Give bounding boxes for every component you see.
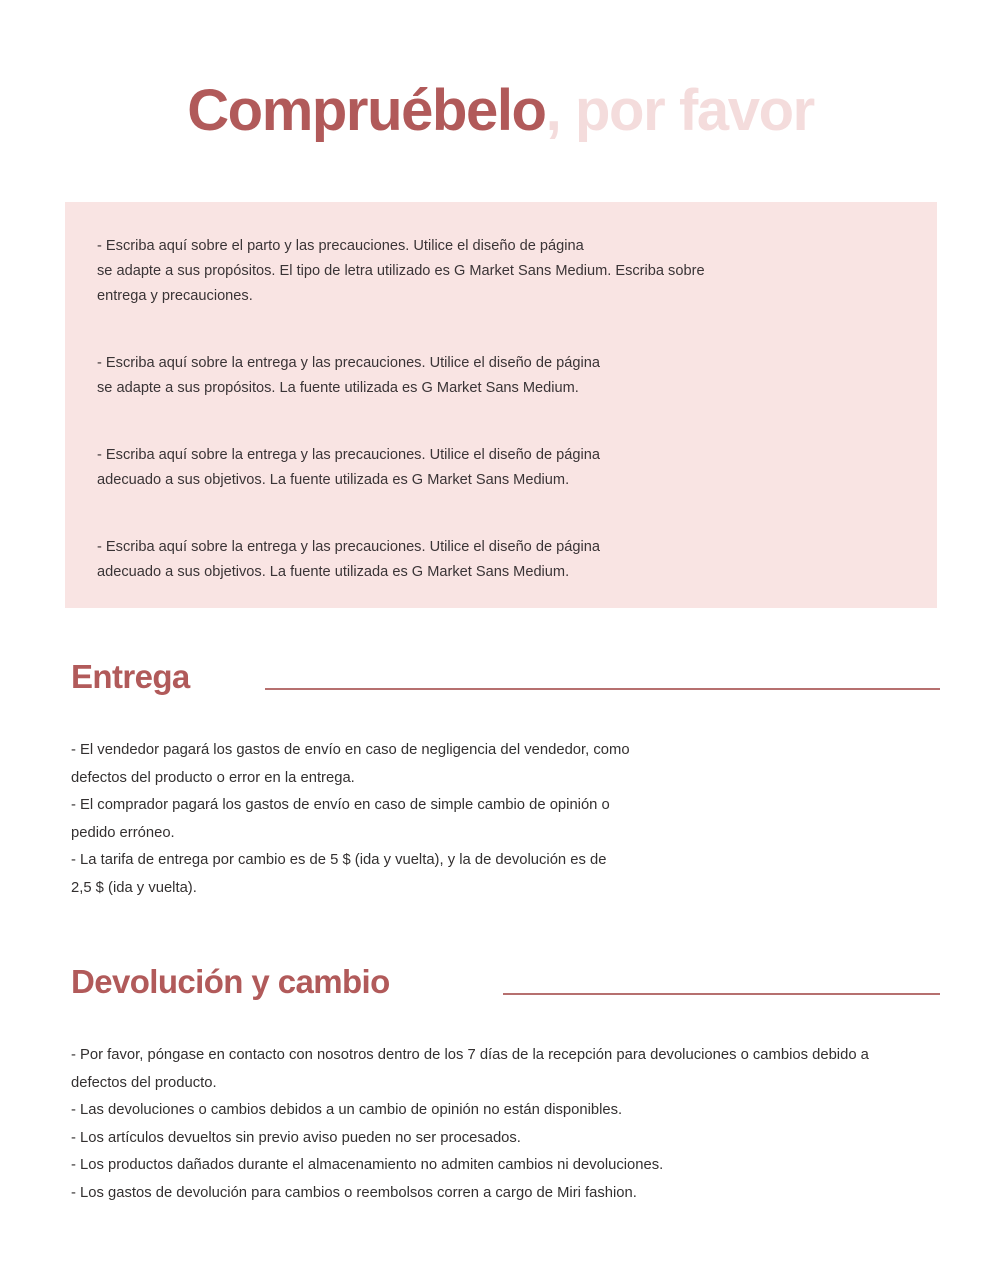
notice-line: entrega y precauciones. xyxy=(97,288,253,304)
notice-line: - Escriba aquí sobre la entrega y las precauciones. Utilice el diseño de página xyxy=(97,447,600,463)
body-line: - La tarifa de entrega por cambio es de 5 $ (ida y vuelta), y la de devolución es de xyxy=(71,852,607,868)
notice-line: - Escriba aquí sobre la entrega y las precauciones. Utilice el diseño de página xyxy=(97,539,600,555)
section-devolucion-header xyxy=(0,962,1001,1008)
notice-line: adecuado a sus objetivos. La fuente utilizada es G Market Sans Medium. xyxy=(97,564,570,580)
notice-paragraph xyxy=(97,443,901,493)
notice-line: - Escriba aquí sobre el parto y las precauciones. Utilice el diseño de página xyxy=(97,238,584,254)
body-line: 2,5 $ (ida y vuelta). xyxy=(71,879,197,896)
body-line: - Por favor, póngase en contacto con nosotros dentro de los 7 días de la recepción para devoluciones o cambios debido a xyxy=(71,1047,869,1063)
section-entrega-divider xyxy=(265,688,940,690)
section-entrega-title: Entrega xyxy=(71,658,190,695)
section-entrega-header xyxy=(0,657,1001,703)
body-line: defectos del producto. xyxy=(71,1074,217,1091)
notice-paragraph xyxy=(97,351,901,401)
body-line: - Los artículos devueltos sin previo aviso pueden no ser procesados. xyxy=(71,1129,521,1146)
body-line: - Los gastos de devolución para cambios o reembolsos corren a cargo de Miri fashion. xyxy=(71,1184,637,1201)
notice-paragraph xyxy=(97,234,901,309)
section-devolucion-title: Devolución y cambio xyxy=(71,963,390,1000)
body-line: - El comprador pagará los gastos de envío en caso de simple cambio de opinión o xyxy=(71,797,610,813)
section-devolucion-body xyxy=(71,1042,869,1207)
section-devolucion-divider xyxy=(503,993,940,995)
section-entrega-body xyxy=(71,737,630,902)
notice-line: se adapte a sus propósitos. El tipo de letra utilizado es G Market Sans Medium. Escriba sobre xyxy=(97,263,705,279)
notice-line: - Escriba aquí sobre la entrega y las precauciones. Utilice el diseño de página xyxy=(97,355,600,371)
section-devolucion-y-cambio xyxy=(0,962,1001,1201)
notice-line: se adapte a sus propósitos. La fuente utilizada es G Market Sans Medium. xyxy=(97,380,579,396)
body-line: - El vendedor pagará los gastos de envío en caso de negligencia del vendedor, como xyxy=(71,742,630,758)
body-line: defectos del producto o error en la entrega. xyxy=(71,769,355,786)
body-line: pedido erróneo. xyxy=(71,824,175,841)
notice-paragraph xyxy=(97,535,901,585)
body-line: - Los productos dañados durante el almacenamiento no admiten cambios ni devoluciones. xyxy=(71,1157,664,1173)
page-title-sub: , por favor xyxy=(545,78,814,143)
body-line: - Las devoluciones o cambios debidos a un cambio de opinión no están disponibles. xyxy=(71,1102,623,1118)
page-title xyxy=(0,78,1001,143)
notice-line: adecuado a sus objetivos. La fuente utilizada es G Market Sans Medium. xyxy=(97,472,570,488)
page-title-main: Compruébelo xyxy=(187,78,546,143)
notice-box xyxy=(65,202,937,608)
section-entrega xyxy=(0,657,1001,896)
